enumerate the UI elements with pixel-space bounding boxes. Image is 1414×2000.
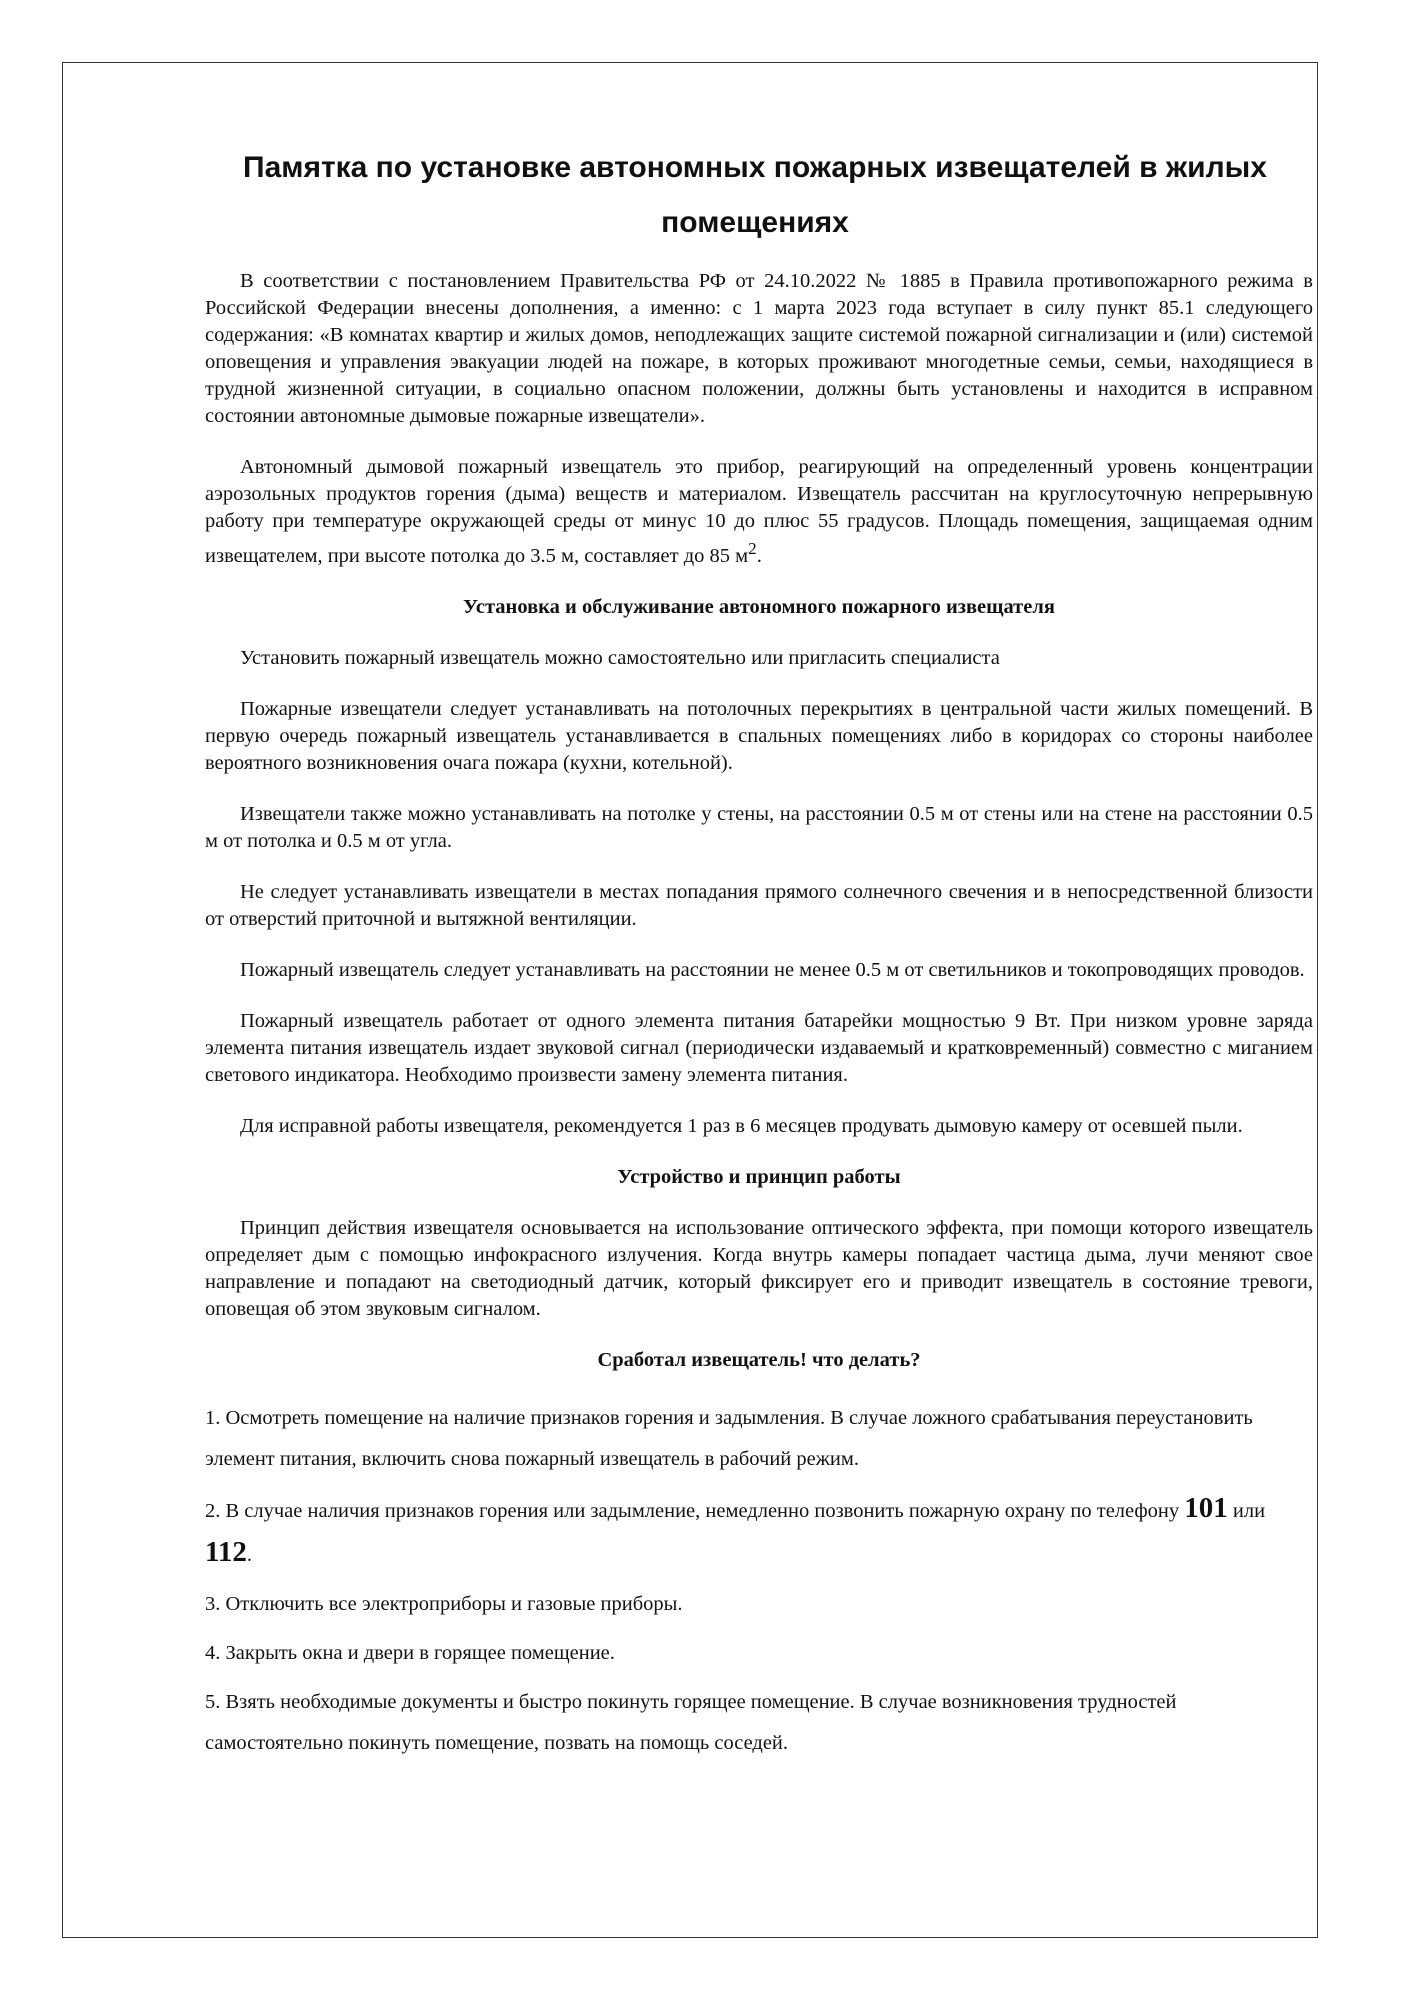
intro-paragraph-1: В соответствии с постановлением Правительства РФ от 24.10.2022 № 1885 в Правила противопожарного режима в Российской Федерации внесены дополнения, а именно: с 1 марта 2023 года вступает в силу пункт 85.1 следующего содержания: «В комнатах квартир и жилых домов, неподлежащих защите системой пожарной сигнализации и (или) системой оповещения и управления эвакуации людей на пожаре, в которых проживают многодетные семьи, семьи, находящиеся в трудной жизненной ситуации, в социально опасном положении, должны быть установлены и находится в исправном состоянии автономные дымовые пожарные извещатели». (205, 270, 1313, 427)
phone-number-112: 112 (205, 1535, 247, 1568)
section-heading-device: Устройство и принцип работы (617, 1165, 901, 1188)
intro-paragraph-2-end: . (756, 544, 762, 567)
alarm-step-3: 3. Отключить все электроприборы и газовые приборы. (205, 1592, 683, 1615)
phone-or: или (1232, 1499, 1266, 1522)
intro-paragraph-2-text: Автономный дымовой пожарный извещатель это прибор, реагирующий на определенный уровень концентрации аэрозольных продуктов горения (дыма) веществ и материалом. Извещатель рассчитан на круглосуточную непрерывную работу при температуре окружающей среды от минус 10 до плюс 55 градусов. Площадь помещения, защищаемая одним извещателем, при высоте потолка до 3.5 м, составляет до 85 м (205, 456, 1313, 567)
alarm-step-2-text: 2. В случае наличия признаков горения или задымление, немедленно позвонить пожарную охрану по телефону (205, 1499, 1180, 1522)
alarm-step-4: 4. Закрыть окна и двери в горящее помещение. (205, 1641, 615, 1664)
install-paragraph: Пожарный извещатель следует устанавливать на расстоянии не менее 0.5 м от светильников и токопроводящих проводов. (240, 958, 1305, 981)
intro-paragraph-2 (205, 454, 1313, 570)
install-paragraph: Пожарный извещатель работает от одного элемента питания батарейки мощностью 9 Вт. При низком уровне заряда элемента питания извещатель издает звуковой сигнал (периодически издаваемый и кратковременный) совместно с миганием светового индикатора. Необходимо произвести замену элемента питания. (205, 1009, 1313, 1086)
phone-number-101: 101 (1184, 1491, 1228, 1524)
install-paragraph: Пожарные извещатели следует устанавливать на потолочных перекрытиях в центральной части жилых помещений. В первую очередь пожарный извещатель устанавливается в спальных помещениях либо в коридорах со стороны наиболее вероятного возникновения очага пожара (кухни, котельной). (205, 697, 1313, 774)
document-body (205, 140, 1313, 1772)
document-title: Памятка по установке автономных пожарных извещателей в жилых помещениях (243, 151, 1267, 239)
section-heading-install: Установка и обслуживание автономного пожарного извещателя (463, 595, 1055, 618)
install-paragraph: Извещатели также можно устанавливать на потолке у стены, на расстоянии 0.5 м от стены или на стене на расстоянии 0.5 м от потолка и 0.5 м от угла. (205, 802, 1313, 852)
device-paragraph: Принцип действия извещателя основывается на использование оптического эффекта, при помощи которого извещатель определяет дым с помощью инфокрасного излучения. Когда внутрь камеры попадает частица дыма, лучи меняют свое направление и попадают на светодиодный датчик, который фиксирует его и приводит извещатель в состояние тревоги, оповещая об этом звуковым сигналом. (205, 1216, 1313, 1320)
install-paragraph: Для исправной работы извещателя, рекомендуется 1 раз в 6 месяцев продувать дымовую камеру от осевшей пыли. (240, 1114, 1243, 1137)
alarm-step-1: 1. Осмотреть помещение на наличие признаков горения и задымления. В случае ложного срабатывания переустановить элемент питания, включить снова пожарный извещатель в рабочий режим. (205, 1406, 1253, 1470)
install-paragraph: Установить пожарный извещатель можно самостоятельно или пригласить специалиста (240, 646, 1000, 669)
install-paragraph: Не следует устанавливать извещатели в местах попадания прямого солнечного свечения и в непосредственной близости от отверстий приточной и вытяжной вентиляции. (205, 880, 1313, 930)
alarm-step-2 (205, 1488, 1313, 1576)
alarm-step-5: 5. Взять необходимые документы и быстро покинуть горящее помещение. В случае возникновения трудностей самостоятельно покинуть помещение, позвать на помощь соседей. (205, 1690, 1177, 1754)
area-unit-superscript: 2 (748, 539, 757, 558)
alarm-step-2-end: . (246, 1543, 253, 1566)
section-heading-alarm: Сработал извещатель! что делать? (597, 1348, 921, 1371)
